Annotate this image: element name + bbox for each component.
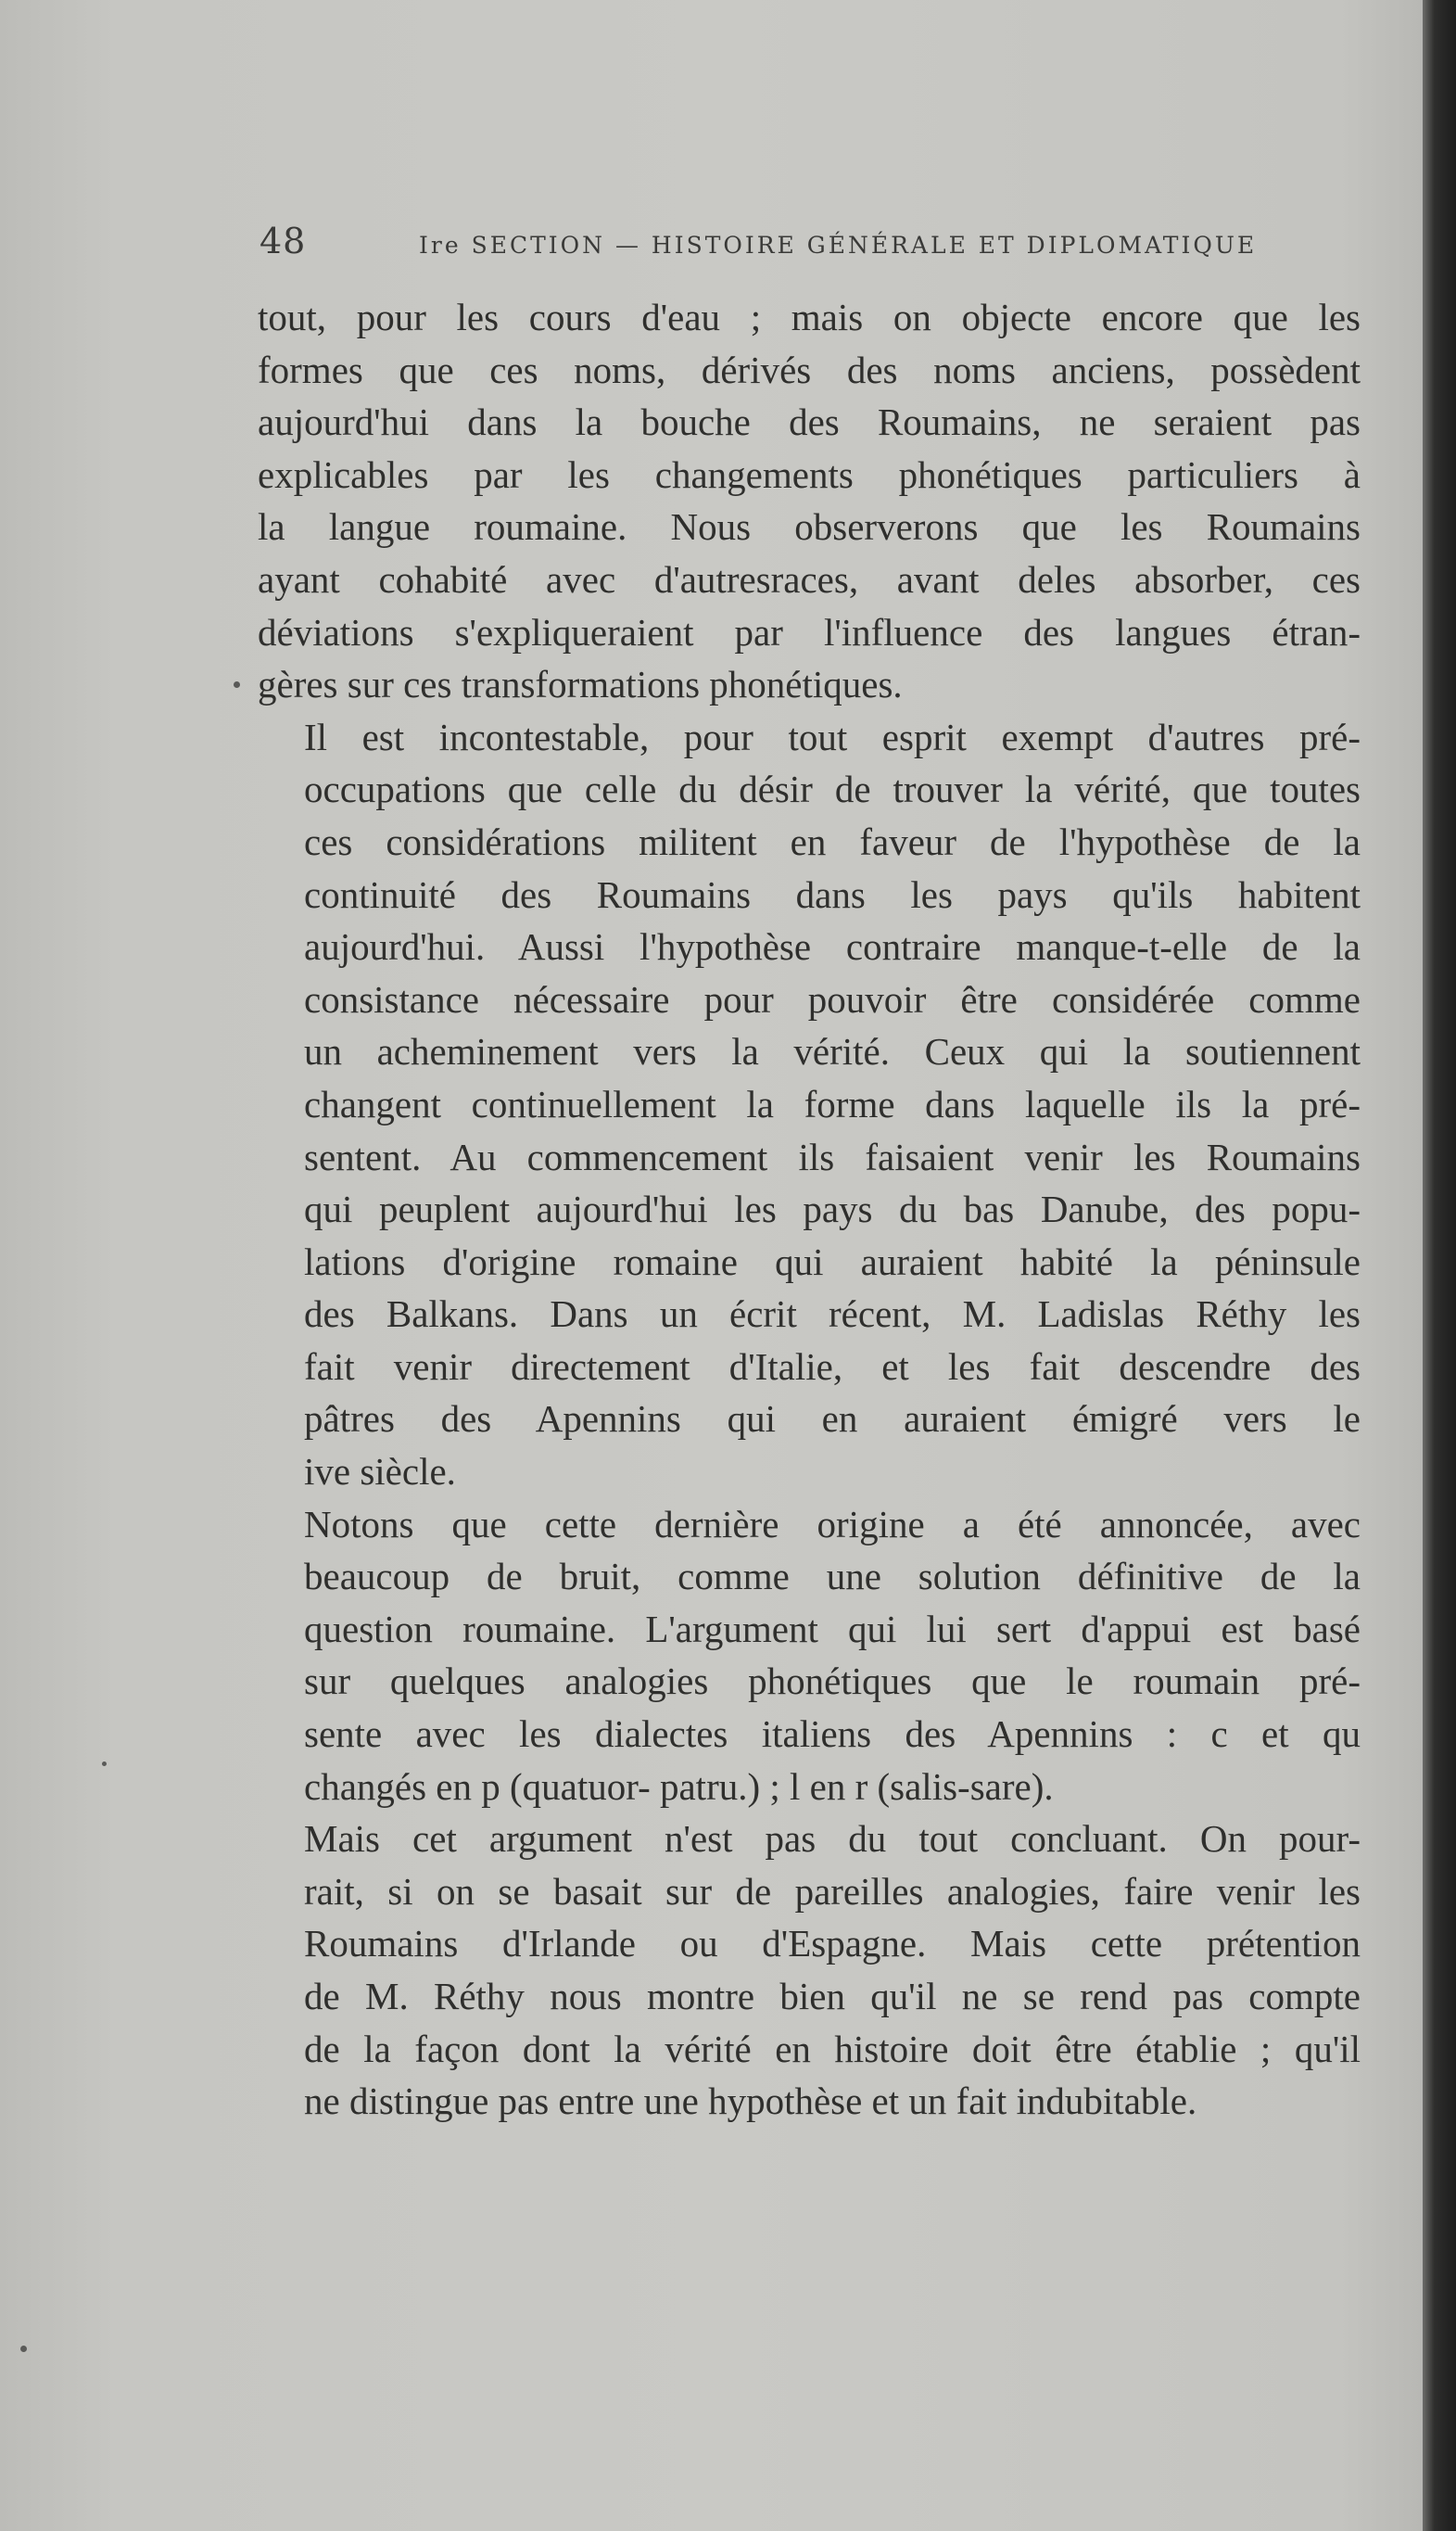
text-line: consistance nécessaire pour pouvoir être considérée comme: [304, 977, 1361, 1021]
text-line: ayant cohabité avec d'autresraces, avant deles absorber, ces: [258, 557, 1361, 601]
text-line: tout, pour les cours d'eau ; mais on objecte encore que les: [258, 296, 1361, 338]
text-line: ne distingue pas entre une hypothèse et un fait indubitable.: [304, 2079, 1197, 2123]
body-text: [258, 291, 1361, 2128]
text-line: question roumaine. L'argument qui lui sert d'appui est basé: [304, 1607, 1361, 1650]
text-line: sur quelques analogies phonétiques que le roumain pré-: [304, 1660, 1361, 1703]
text-line: lations d'origine romaine qui auraient habité la péninsule: [304, 1240, 1361, 1283]
text-line: gères sur ces transformations phonétiques.: [258, 663, 903, 706]
text-line: explicables par les changements phonétiques particuliers à: [258, 452, 1361, 496]
text-line: ces considérations militent en faveur de l'hypothèse de la: [304, 820, 1361, 863]
text-line: Mais cet argument n'est pas du tout concluant. On pour-: [304, 1817, 1361, 1861]
text-line: de la façon dont la vérité en histoire doit être établie ; qu'il: [304, 2027, 1361, 2070]
text-line: qui peuplent aujourd'hui les pays du bas Danube, des popu-: [304, 1188, 1361, 1231]
text-line: rait, si on se basait sur de pareilles analogies, faire venir les: [304, 1869, 1361, 1913]
text-line: ive siècle.: [304, 1450, 456, 1494]
text-line: occupations que celle du désir de trouver la vérité, que toutes: [304, 768, 1361, 811]
page-number: 48: [260, 221, 307, 261]
text-line: la langue roumaine. Nous observerons que les Roumains: [258, 505, 1361, 549]
text-line: fait venir directement d'Italie, et les fait descendre des: [304, 1344, 1361, 1388]
text-line: de M. Réthy nous montre bien qu'il ne se rend pas compte: [304, 1975, 1361, 2017]
paragraph-argument: [258, 1812, 1361, 2128]
text-line: Roumains d'Irlande ou d'Espagne. Mais cette prétention: [304, 1922, 1361, 1965]
text-line: changent continuellement la forme dans laquelle ils la pré-: [304, 1082, 1361, 1126]
text-line: beaucoup de bruit, comme une solution définitive de la: [304, 1555, 1361, 1598]
paper-speck: [234, 681, 240, 688]
text-line: changés en p (quatuor- patru.) ; l en r (salis-sare).: [304, 1764, 1054, 1808]
paper-speck: [20, 2346, 27, 2352]
paragraph-continuation: [258, 291, 1361, 711]
text-line: sentent. Au commencement ils faisaient venir les Roumains: [304, 1135, 1361, 1178]
text-line: des Balkans. Dans un écrit récent, M. Ladislas Réthy les: [304, 1292, 1361, 1336]
book-spine-shadow: [1423, 0, 1456, 2531]
paragraph-recent-origin: [258, 1498, 1361, 1813]
text-line: formes que ces noms, dérivés des noms anciens, possèdent: [258, 348, 1361, 391]
text-line: un acheminement vers la vérité. Ceux qui la soutiennent: [304, 1030, 1361, 1074]
text-line: Notons que cette dernière origine a été annoncée, avec: [304, 1502, 1361, 1545]
paper-speck: [102, 1762, 107, 1766]
text-line: aujourd'hui. Aussi l'hypothèse contraire manque-t-elle de la: [304, 925, 1361, 969]
text-line: sente avec les dialectes italiens des Apennins : c et qu: [304, 1712, 1361, 1756]
text-line: Il est incontestable, pour tout esprit exempt d'autres pré-: [304, 715, 1361, 758]
text-line: déviations s'expliqueraient par l'influence des langues étran-: [258, 610, 1361, 654]
paragraph-continuity: [258, 711, 1361, 1498]
text-line: pâtres des Apennins qui en auraient émigré vers le: [304, 1397, 1361, 1441]
text-line: continuité des Roumains dans les pays qu'ils habitent: [304, 872, 1361, 916]
page-header: [260, 221, 1353, 276]
running-head: Ire SECTION — HISTOIRE GÉNÉRALE ET DIPLOMATIQUE: [419, 232, 1258, 259]
text-line: aujourd'hui dans la bouche des Roumains, ne seraient pas: [258, 401, 1361, 444]
